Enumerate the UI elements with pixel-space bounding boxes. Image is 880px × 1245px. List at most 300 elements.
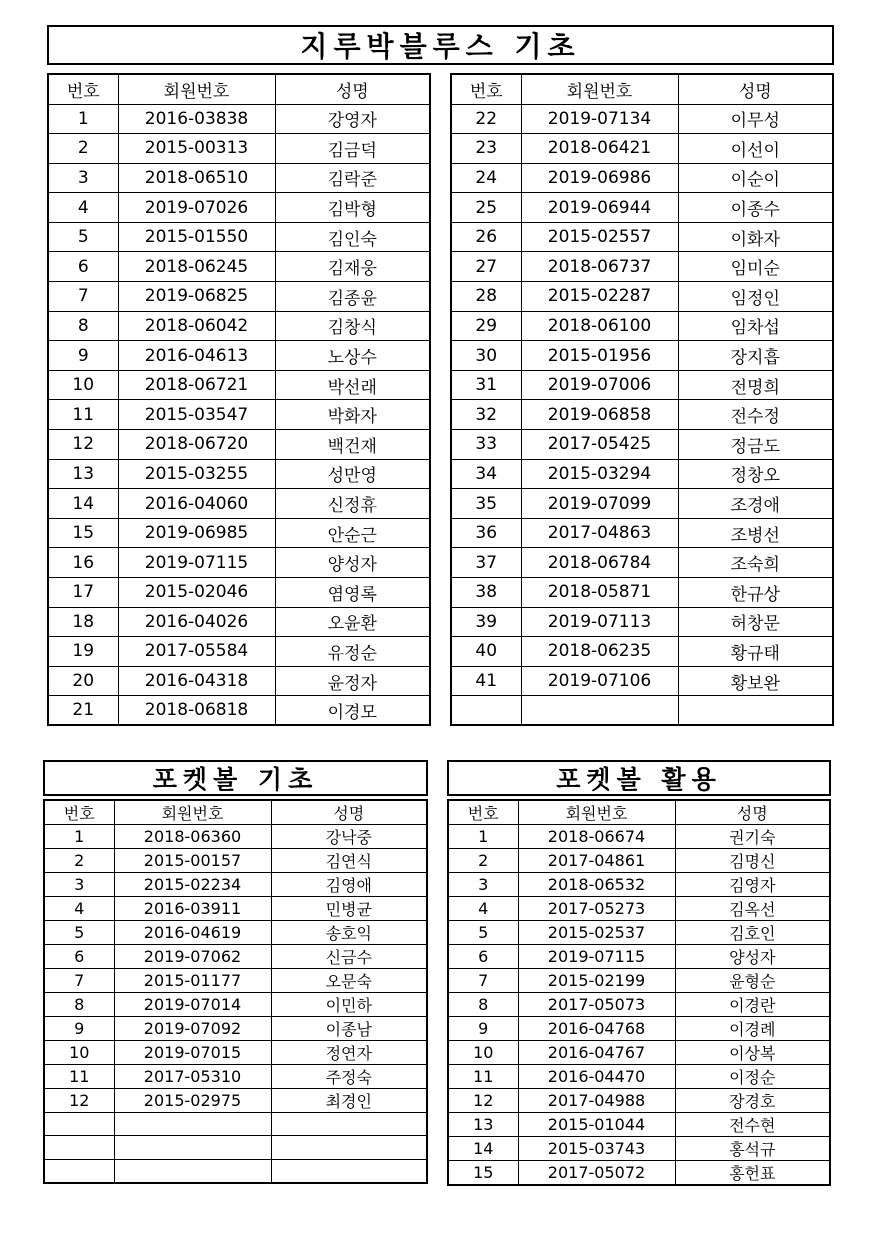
table-row xyxy=(451,104,833,134)
cell-name: 홍석규 xyxy=(675,1137,830,1161)
header-name: 성명 xyxy=(678,74,833,104)
section-title-pocketball-basic xyxy=(43,760,428,796)
table-row xyxy=(48,311,430,341)
cell-number: 10 xyxy=(448,1041,518,1065)
table-row xyxy=(44,969,427,993)
table-row xyxy=(448,1137,830,1161)
cell-member-id: 2019-07092 xyxy=(114,1017,271,1041)
table-row xyxy=(448,969,830,993)
cell-name: 이경란 xyxy=(675,993,830,1017)
cell-member-id: 2018-05871 xyxy=(521,578,678,608)
cell-name: 이화자 xyxy=(678,222,833,252)
cell-name: 염영록 xyxy=(275,578,430,608)
header-name: 성명 xyxy=(271,800,427,825)
cell-member-id: 2017-05584 xyxy=(118,637,275,667)
cell-member-id: 2015-01550 xyxy=(118,222,275,252)
table-row xyxy=(48,637,430,667)
table-row xyxy=(448,1041,830,1065)
table-row xyxy=(48,104,430,134)
cell-name: 전수현 xyxy=(675,1113,830,1137)
cell-member-id: 2018-06360 xyxy=(114,825,271,849)
cell-member-id: 2019-07015 xyxy=(114,1041,271,1065)
table-row xyxy=(44,1065,427,1089)
cell-member-id xyxy=(114,1136,271,1159)
table-row xyxy=(44,1041,427,1065)
cell-member-id: 2019-06825 xyxy=(118,282,275,312)
table-row xyxy=(44,825,427,849)
table-row xyxy=(451,193,833,223)
cell-number: 9 xyxy=(44,1017,114,1041)
cell-number xyxy=(451,696,521,726)
cell-number: 1 xyxy=(44,825,114,849)
table-row xyxy=(451,341,833,371)
cell-name: 김영애 xyxy=(271,873,427,897)
cell-number: 1 xyxy=(448,825,518,849)
cell-member-id: 2015-03547 xyxy=(118,400,275,430)
table-row xyxy=(448,1113,830,1137)
cell-member-id: 2018-06784 xyxy=(521,548,678,578)
table-row xyxy=(448,993,830,1017)
cell-number: 40 xyxy=(451,637,521,667)
cell-member-id: 2017-04863 xyxy=(521,518,678,548)
cell-member-id: 2015-00313 xyxy=(118,134,275,164)
cell-number: 1 xyxy=(48,104,118,134)
cell-name: 김종윤 xyxy=(275,282,430,312)
table-row xyxy=(48,222,430,252)
cell-member-id: 2019-07115 xyxy=(518,945,675,969)
table-row xyxy=(44,1136,427,1159)
cell-member-id: 2018-06721 xyxy=(118,370,275,400)
cell-member-id: 2017-05073 xyxy=(518,993,675,1017)
cell-name: 김영자 xyxy=(675,873,830,897)
cell-number: 6 xyxy=(448,945,518,969)
table-row xyxy=(48,430,430,460)
table-row xyxy=(44,897,427,921)
cell-member-id: 2017-05425 xyxy=(521,430,678,460)
table-header-row xyxy=(451,74,833,104)
table-row xyxy=(451,548,833,578)
cell-member-id: 2019-07115 xyxy=(118,548,275,578)
cell-number: 39 xyxy=(451,607,521,637)
cell-number: 30 xyxy=(451,341,521,371)
cell-member-id: 2016-04768 xyxy=(518,1017,675,1041)
cell-member-id: 2018-06818 xyxy=(118,696,275,726)
cell-name: 백건재 xyxy=(275,430,430,460)
cell-member-id: 2016-04060 xyxy=(118,489,275,519)
cell-name: 윤형순 xyxy=(675,969,830,993)
header-number: 번호 xyxy=(448,800,518,825)
cell-member-id: 2018-06100 xyxy=(521,311,678,341)
cell-number: 17 xyxy=(48,578,118,608)
cell-member-id: 2018-06235 xyxy=(521,637,678,667)
cell-name: 강낙중 xyxy=(271,825,427,849)
cell-name xyxy=(271,1113,427,1136)
cell-number xyxy=(44,1113,114,1136)
header-number: 번호 xyxy=(451,74,521,104)
table-row xyxy=(44,945,427,969)
cell-member-id: 2019-06985 xyxy=(118,518,275,548)
cell-name: 한규상 xyxy=(678,578,833,608)
cell-name: 조숙희 xyxy=(678,548,833,578)
cell-name: 김옥선 xyxy=(675,897,830,921)
cell-member-id: 2019-07006 xyxy=(521,370,678,400)
cell-number: 18 xyxy=(48,607,118,637)
cell-name: 오윤환 xyxy=(275,607,430,637)
header-member-id: 회원번호 xyxy=(118,74,275,104)
cell-member-id: 2019-06986 xyxy=(521,163,678,193)
cell-number: 24 xyxy=(451,163,521,193)
cell-number: 3 xyxy=(44,873,114,897)
cell-name: 홍헌표 xyxy=(675,1161,830,1186)
cell-name xyxy=(271,1159,427,1182)
cell-name: 이경모 xyxy=(275,696,430,726)
cell-name: 이경례 xyxy=(675,1017,830,1041)
cell-member-id xyxy=(114,1159,271,1182)
cell-name: 이순이 xyxy=(678,163,833,193)
cell-number: 12 xyxy=(448,1089,518,1113)
cell-number: 3 xyxy=(48,163,118,193)
cell-number: 9 xyxy=(448,1017,518,1041)
cell-number: 6 xyxy=(48,252,118,282)
cell-number: 11 xyxy=(48,400,118,430)
table-row xyxy=(48,282,430,312)
cell-name: 조경애 xyxy=(678,489,833,519)
cell-number: 21 xyxy=(48,696,118,726)
cell-name: 김박형 xyxy=(275,193,430,223)
table-row xyxy=(451,370,833,400)
cell-name xyxy=(678,696,833,726)
table-row xyxy=(48,607,430,637)
table-header-row xyxy=(448,800,830,825)
cell-member-id: 2018-06245 xyxy=(118,252,275,282)
cell-member-id: 2015-02287 xyxy=(521,282,678,312)
cell-name: 김인숙 xyxy=(275,222,430,252)
table-row xyxy=(48,341,430,371)
table-row xyxy=(451,222,833,252)
table-row xyxy=(451,459,833,489)
cell-name: 박선래 xyxy=(275,370,430,400)
table-body xyxy=(448,825,830,1186)
table-row xyxy=(44,1159,427,1182)
table-row xyxy=(48,459,430,489)
cell-member-id: 2019-07014 xyxy=(114,993,271,1017)
table-row xyxy=(451,666,833,696)
cell-name: 조병선 xyxy=(678,518,833,548)
table-body xyxy=(48,104,430,725)
cell-number: 13 xyxy=(448,1113,518,1137)
cell-member-id: 2019-07026 xyxy=(118,193,275,223)
cell-member-id: 2018-06421 xyxy=(521,134,678,164)
table-row xyxy=(448,921,830,945)
cell-number: 27 xyxy=(451,252,521,282)
cell-member-id: 2019-07106 xyxy=(521,666,678,696)
cell-member-id: 2016-04619 xyxy=(114,921,271,945)
cell-member-id: 2019-06858 xyxy=(521,400,678,430)
table-row xyxy=(448,945,830,969)
cell-number: 35 xyxy=(451,489,521,519)
cell-number: 31 xyxy=(451,370,521,400)
cell-member-id: 2015-03294 xyxy=(521,459,678,489)
cell-name: 유정순 xyxy=(275,637,430,667)
cell-name: 이민하 xyxy=(271,993,427,1017)
cell-number: 2 xyxy=(44,849,114,873)
cell-member-id: 2015-02199 xyxy=(518,969,675,993)
table-row xyxy=(448,1017,830,1041)
cell-member-id: 2015-00157 xyxy=(114,849,271,873)
cell-number: 20 xyxy=(48,666,118,696)
cell-member-id: 2018-06720 xyxy=(118,430,275,460)
cell-name: 이종수 xyxy=(678,193,833,223)
cell-name: 임정인 xyxy=(678,282,833,312)
cell-name: 양성자 xyxy=(675,945,830,969)
cell-member-id: 2015-01177 xyxy=(114,969,271,993)
table-row xyxy=(48,666,430,696)
cell-number: 33 xyxy=(451,430,521,460)
cell-member-id: 2017-05072 xyxy=(518,1161,675,1186)
table-row xyxy=(44,1017,427,1041)
cell-number: 14 xyxy=(48,489,118,519)
cell-member-id: 2017-05273 xyxy=(518,897,675,921)
cell-name xyxy=(271,1136,427,1159)
cell-member-id: 2015-02046 xyxy=(118,578,275,608)
cell-name: 김연식 xyxy=(271,849,427,873)
cell-number: 36 xyxy=(451,518,521,548)
header-name: 성명 xyxy=(675,800,830,825)
roster-table-pocketball-basic xyxy=(43,799,428,1184)
cell-number: 29 xyxy=(451,311,521,341)
cell-member-id: 2019-07099 xyxy=(521,489,678,519)
cell-name: 정금도 xyxy=(678,430,833,460)
cell-name: 김창식 xyxy=(275,311,430,341)
cell-name: 신금수 xyxy=(271,945,427,969)
cell-name: 권기숙 xyxy=(675,825,830,849)
cell-member-id: 2016-04613 xyxy=(118,341,275,371)
cell-number: 5 xyxy=(44,921,114,945)
table-row xyxy=(451,607,833,637)
cell-member-id: 2018-06532 xyxy=(518,873,675,897)
cell-member-id: 2018-06674 xyxy=(518,825,675,849)
cell-name: 강영자 xyxy=(275,104,430,134)
cell-member-id: 2019-07134 xyxy=(521,104,678,134)
cell-member-id: 2017-04861 xyxy=(518,849,675,873)
table-row xyxy=(451,134,833,164)
cell-name: 김락준 xyxy=(275,163,430,193)
cell-number: 12 xyxy=(48,430,118,460)
table-row xyxy=(448,849,830,873)
cell-number: 7 xyxy=(44,969,114,993)
cell-number: 26 xyxy=(451,222,521,252)
cell-number: 13 xyxy=(48,459,118,489)
roster-table-pocketball-applied xyxy=(447,799,831,1186)
cell-name: 임차섭 xyxy=(678,311,833,341)
cell-name: 민병균 xyxy=(271,897,427,921)
header-number: 번호 xyxy=(48,74,118,104)
cell-name: 성만영 xyxy=(275,459,430,489)
table-row xyxy=(451,311,833,341)
cell-number: 8 xyxy=(48,311,118,341)
table-row xyxy=(448,897,830,921)
cell-name: 양성자 xyxy=(275,548,430,578)
cell-name: 이정순 xyxy=(675,1065,830,1089)
cell-member-id: 2015-01956 xyxy=(521,341,678,371)
table-row xyxy=(44,1113,427,1136)
header-member-id: 회원번호 xyxy=(518,800,675,825)
table-row xyxy=(48,193,430,223)
table-row xyxy=(44,1089,427,1113)
section-title-text: 지루박블루스 기초 xyxy=(300,30,581,63)
cell-name: 오문숙 xyxy=(271,969,427,993)
cell-name: 김호인 xyxy=(675,921,830,945)
table-row xyxy=(48,578,430,608)
cell-member-id: 2019-07062 xyxy=(114,945,271,969)
roster-table-jirubak-left xyxy=(47,73,431,726)
table-row xyxy=(48,400,430,430)
table-row xyxy=(48,489,430,519)
cell-number: 5 xyxy=(448,921,518,945)
cell-name: 김금덕 xyxy=(275,134,430,164)
cell-number: 23 xyxy=(451,134,521,164)
cell-member-id: 2019-07113 xyxy=(521,607,678,637)
cell-name: 김명신 xyxy=(675,849,830,873)
table-row xyxy=(451,163,833,193)
cell-name: 허창문 xyxy=(678,607,833,637)
cell-number: 8 xyxy=(448,993,518,1017)
cell-name: 안순근 xyxy=(275,518,430,548)
table-row xyxy=(448,873,830,897)
cell-name: 전명희 xyxy=(678,370,833,400)
table-row xyxy=(451,489,833,519)
table-row xyxy=(44,993,427,1017)
cell-number: 11 xyxy=(448,1065,518,1089)
cell-number: 25 xyxy=(451,193,521,223)
cell-number: 14 xyxy=(448,1137,518,1161)
cell-name: 윤정자 xyxy=(275,666,430,696)
cell-name: 이종남 xyxy=(271,1017,427,1041)
cell-number xyxy=(44,1159,114,1182)
cell-number: 15 xyxy=(48,518,118,548)
cell-member-id: 2015-02537 xyxy=(518,921,675,945)
roster-table-jirubak-right xyxy=(450,73,834,726)
cell-name: 박화자 xyxy=(275,400,430,430)
cell-name: 장경호 xyxy=(675,1089,830,1113)
cell-member-id: 2015-03255 xyxy=(118,459,275,489)
cell-name: 신정휴 xyxy=(275,489,430,519)
table-row xyxy=(44,849,427,873)
cell-member-id xyxy=(521,696,678,726)
cell-name: 이상복 xyxy=(675,1041,830,1065)
section-title-text: 포켓볼 기초 xyxy=(152,765,319,794)
header-name: 성명 xyxy=(275,74,430,104)
table-row xyxy=(451,282,833,312)
header-number: 번호 xyxy=(44,800,114,825)
cell-name: 김재웅 xyxy=(275,252,430,282)
cell-number: 32 xyxy=(451,400,521,430)
cell-number: 12 xyxy=(44,1089,114,1113)
cell-number: 4 xyxy=(448,897,518,921)
cell-number: 11 xyxy=(44,1065,114,1089)
table-row xyxy=(44,873,427,897)
table-row xyxy=(451,518,833,548)
header-member-id: 회원번호 xyxy=(521,74,678,104)
cell-member-id: 2017-05310 xyxy=(114,1065,271,1089)
header-member-id: 회원번호 xyxy=(114,800,271,825)
table-body xyxy=(44,825,427,1183)
section-title-jirubak-blues xyxy=(47,25,834,65)
cell-number: 16 xyxy=(48,548,118,578)
cell-member-id: 2016-04767 xyxy=(518,1041,675,1065)
cell-member-id: 2015-02234 xyxy=(114,873,271,897)
cell-member-id xyxy=(114,1113,271,1136)
cell-number xyxy=(44,1136,114,1159)
table-row xyxy=(48,518,430,548)
cell-number: 10 xyxy=(48,370,118,400)
table-row xyxy=(48,696,430,726)
cell-member-id: 2019-06944 xyxy=(521,193,678,223)
cell-name: 정창오 xyxy=(678,459,833,489)
cell-number: 10 xyxy=(44,1041,114,1065)
cell-member-id: 2016-04470 xyxy=(518,1065,675,1089)
table-row xyxy=(451,252,833,282)
cell-member-id: 2018-06737 xyxy=(521,252,678,282)
table-row xyxy=(451,637,833,667)
cell-number: 34 xyxy=(451,459,521,489)
cell-number: 4 xyxy=(48,193,118,223)
cell-member-id: 2015-03743 xyxy=(518,1137,675,1161)
cell-number: 7 xyxy=(448,969,518,993)
cell-name: 황규태 xyxy=(678,637,833,667)
table-row xyxy=(48,370,430,400)
table-row xyxy=(48,548,430,578)
cell-name: 정연자 xyxy=(271,1041,427,1065)
cell-number: 15 xyxy=(448,1161,518,1186)
table-row xyxy=(451,578,833,608)
cell-number: 3 xyxy=(448,873,518,897)
table-row xyxy=(448,1161,830,1186)
cell-number: 41 xyxy=(451,666,521,696)
cell-member-id: 2016-03838 xyxy=(118,104,275,134)
cell-number: 37 xyxy=(451,548,521,578)
table-header-row xyxy=(44,800,427,825)
cell-number: 4 xyxy=(44,897,114,921)
cell-name: 최경인 xyxy=(271,1089,427,1113)
cell-member-id: 2018-06042 xyxy=(118,311,275,341)
cell-number: 28 xyxy=(451,282,521,312)
table-row xyxy=(451,400,833,430)
cell-number: 6 xyxy=(44,945,114,969)
table-row xyxy=(44,921,427,945)
cell-number: 8 xyxy=(44,993,114,1017)
cell-name: 이선이 xyxy=(678,134,833,164)
table-row xyxy=(448,1065,830,1089)
cell-name: 장지흡 xyxy=(678,341,833,371)
cell-name: 노상수 xyxy=(275,341,430,371)
cell-name: 임미순 xyxy=(678,252,833,282)
cell-number: 2 xyxy=(48,134,118,164)
cell-number: 19 xyxy=(48,637,118,667)
table-header-row xyxy=(48,74,430,104)
cell-number: 5 xyxy=(48,222,118,252)
cell-name: 전수정 xyxy=(678,400,833,430)
section-title-pocketball-applied xyxy=(447,760,831,796)
cell-number: 7 xyxy=(48,282,118,312)
cell-member-id: 2015-02975 xyxy=(114,1089,271,1113)
section-title-text: 포켓볼 활용 xyxy=(556,765,722,794)
table-row xyxy=(448,1089,830,1113)
cell-name: 이무성 xyxy=(678,104,833,134)
cell-name: 주정숙 xyxy=(271,1065,427,1089)
table-row xyxy=(48,134,430,164)
table-row xyxy=(48,163,430,193)
